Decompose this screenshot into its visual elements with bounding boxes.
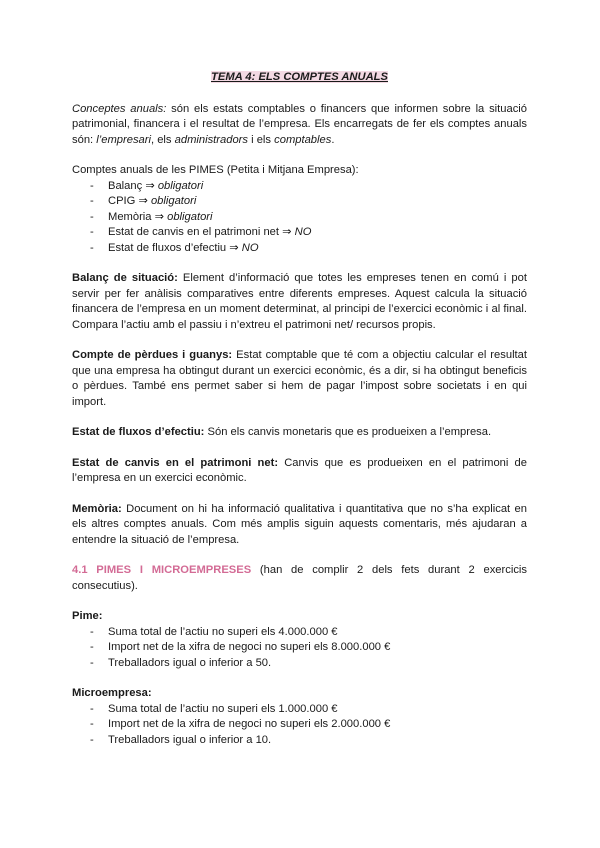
definition-fluxos: Estat de fluxos d’efectiu: Són els canvis monetaris que es produeixen a l’empresa.: [72, 426, 492, 438]
section-title: 4.1 PIMES I MICROEMPRESES: [72, 564, 252, 576]
intro-paragraph: Conceptes anuals: són els estats comptables o financers que informen sobre la situació patrimonial, financera i el resultat de l’empresa. Els encarregats de fer els comptes anuals són: l’empresari, els administradors i els comptables.: [72, 102, 528, 146]
intro-term: Conceptes anuals:: [72, 102, 167, 115]
list-item: - Estat de canvis en el patrimoni net ⇒ NO: [90, 225, 527, 241]
section-heading: 4.1 PIMES I MICROEMPRESES (han de complir 2 dels fets durant 2 exercicis consecutius).: [72, 564, 527, 592]
pimes-accounts-list: [72, 179, 527, 257]
microempresa-block: [72, 686, 527, 748]
pime-block: [72, 609, 527, 671]
list-item: - Suma total de l’actiu no superi els 4.000.000 €: [90, 625, 527, 641]
list-item: - Estat de fluxos d’efectiu ⇒ NO: [90, 241, 527, 257]
document-page: [72, 70, 527, 748]
definition-memoria: Memòria: Document on hi ha informació qualitativa i quantitativa que no s’ha explicat en els altres comptes anuals. Com més amplis siguin aquests comentaris, més ajudaran a entendre la situació de l’empresa.: [72, 502, 527, 546]
definition-patrimoni: Estat de canvis en el patrimoni net: Canvis que es produeixen en el patrimoni de l’empresa en un exercici econòmic.: [72, 456, 527, 484]
pimes-accounts-block: [72, 163, 527, 256]
pimes-accounts-heading: Comptes anuals de les PIMES (Petita i Mitjana Empresa):: [72, 164, 359, 176]
pime-list: [72, 625, 527, 672]
list-item: - Import net de la xifra de negoci no superi els 2.000.000 €: [90, 717, 527, 733]
definition-cpig: Compte de pèrdues i guanys: Estat comptable que té com a objectiu calcular el resultat que una empresa ha obtingut durant un exercici econòmic, és a dir, si ha obtingut beneficis o pèrdues. També ens permet saber si hem de pagar l’impost sobre societats i en qui import.: [72, 349, 527, 408]
list-item: - Treballadors igual o inferior a 50.: [90, 656, 527, 672]
list-item: - Suma total de l’actiu no superi els 1.000.000 €: [90, 702, 527, 718]
list-item: - CPIG ⇒ obligatori: [90, 194, 527, 210]
list-item: - Treballadors igual o inferior a 10.: [90, 733, 527, 749]
list-item: - Memòria ⇒ obligatori: [90, 210, 527, 226]
list-item: - Import net de la xifra de negoci no superi els 8.000.000 €: [90, 640, 527, 656]
microempresa-list: [72, 702, 527, 749]
list-item: - Balanç ⇒ obligatori: [90, 179, 527, 195]
definition-balanc: Balanç de situació: Element d’informació que totes les empreses tenen en comú i pot servir per fer anàlisis comparatives entre diferents empreses. Aquest calcula la situació financera de l’empresa en un moment determinat, al principi de l’exercici econòmic i al final. Compara l’actiu amb el passiu i n’extreu el patrimoni net/ recursos propis.: [72, 272, 527, 331]
microempresa-heading: Microempresa:: [72, 687, 152, 699]
document-title: TEMA 4: ELS COMPTES ANUALS: [211, 71, 388, 83]
pime-heading: Pime:: [72, 610, 103, 622]
